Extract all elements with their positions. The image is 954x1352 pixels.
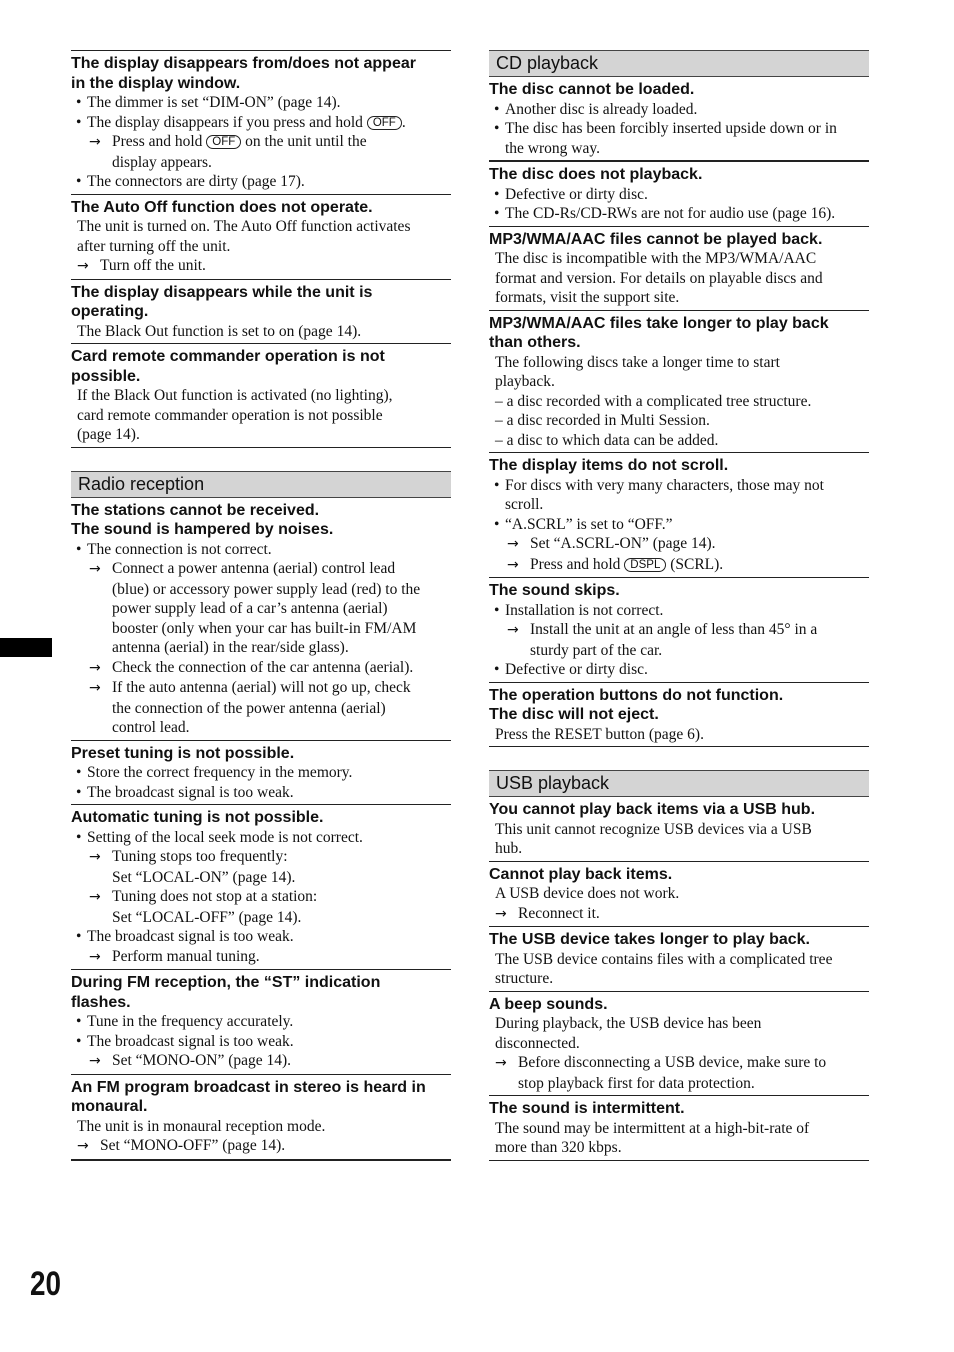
bullet-item: • The broadcast signal is too weak.	[71, 783, 451, 803]
bullet-item: • Another disc is already loaded.	[489, 100, 869, 120]
bullet-item: • The dimmer is set “DIM-ON” (page 14).	[71, 93, 451, 113]
question-heading: You cannot play back items via a USB hub.	[489, 801, 816, 818]
faq-usb-longer: The USB device takes longer to play back. The USB device contains files with a complicated tree structure.	[489, 926, 869, 991]
question-heading: Preset tuning is not possible.	[71, 744, 295, 762]
faq-mp3-cannot-play: MP3/WMA/AAC files cannot be played back. The disc is incompatible with the MP3/WMA/AAC format and version. For details on playable discs and formats, visit the support site.	[489, 226, 869, 310]
arrow-item: → Turn off the unit.	[71, 256, 451, 277]
faq-sound-skips: The sound skips. • Installation is not correct. → Install the unit at an angle of less than 45° in a sturdy part of the car. • Defective or dirty disc.	[489, 577, 869, 682]
bullet-item: • The display disappears if you press and hold OFF .	[71, 113, 451, 133]
question-heading: The Auto Off function does not operate.	[71, 198, 373, 216]
faq-usb-hub: You cannot play back items via a USB hub. This unit cannot recognize USB devices via a USB hub.	[489, 797, 869, 861]
bullet-item: • Defective or dirty disc.	[489, 660, 869, 680]
question-heading: The display disappears while the unit is operating.	[71, 283, 373, 320]
bullet-item: • The disc has been forcibly inserted upside down or in	[489, 119, 869, 139]
arrow-item: → Press and hold DSPL (SCRL).	[489, 555, 869, 576]
off-key-icon: OFF	[367, 116, 402, 130]
bullet-item: • For discs with very many characters, those may not	[489, 476, 869, 496]
faq-automatic-tuning: Automatic tuning is not possible. • Setting of the local seek mode is not correct. → Tuning stops too frequently: Set “LOCAL-ON” (page 14). → Tuning does not stop at a station: Set “LOCAL-OFF” (page 14). • The broadcast signal is too weak. → Perform manual tuning.	[71, 804, 451, 969]
question-heading: Automatic tuning is not possible.	[71, 809, 324, 826]
bullet-item: • The broadcast signal is too weak.	[71, 927, 451, 947]
section-title-cd: CD playback	[489, 50, 869, 77]
arrow-item: → Before disconnecting a USB device, make sure to	[489, 1053, 869, 1074]
faq-disc-no-playback	[489, 160, 869, 226]
question-heading: The disc does not playback.	[489, 166, 703, 183]
question-heading: MP3/WMA/AAC files take longer to play back than others.	[489, 314, 829, 351]
bullet-item: • Store the correct frequency in the memory.	[71, 763, 451, 783]
left-column	[71, 50, 451, 1161]
bullet-item: • The connection is not correct.	[71, 540, 451, 560]
right-column	[489, 50, 869, 1161]
question-heading: The disc cannot be loaded.	[489, 81, 695, 98]
bullet-item: • The connectors are dirty (page 17).	[71, 172, 451, 192]
section-title-usb: USB playback	[489, 770, 869, 797]
faq-display-disappears: The display disappears from/does not appear in the display window. • The dimmer is set “DIM-ON” (page 14). • The display disappears if you press and hold OFF . → Press and hold OFF on the unit until the display appears. • The connectors are dirty (page 17).	[71, 50, 451, 194]
faq-cannot-play-items: Cannot play back items. A USB device does not work. → Reconnect it.	[489, 861, 869, 927]
question-heading: The sound is intermittent.	[489, 1100, 685, 1117]
bullet-item: • Setting of the local seek mode is not correct.	[71, 828, 451, 848]
question-heading: An FM program broadcast in stereo is heard in monaural.	[71, 1078, 426, 1115]
question-heading: A beep sounds.	[489, 995, 608, 1013]
faq-auto-off: The Auto Off function does not operate. The unit is turned on. The Auto Off function activates after turning off the unit. → Turn off the unit.	[71, 194, 451, 279]
question-heading: The display items do not scroll.	[489, 457, 729, 474]
arrow-item: → Set “MONO-ON” (page 14).	[71, 1051, 451, 1072]
faq-disc-cannot-load: The disc cannot be loaded. • Another disc is already loaded. • The disc has been forcibly inserted upside down or in the wrong way.	[489, 77, 869, 160]
off-key-icon: OFF	[206, 135, 241, 149]
faq-no-scroll: The display items do not scroll. • For discs with very many characters, those may not scroll. • “A.SCRL” is set to “OFF.” → Set “A.SCRL-ON” (page 14). → Press and hold DSPL (SCRL).	[489, 452, 869, 577]
question-heading: MP3/WMA/AAC files cannot be played back.	[489, 230, 823, 248]
arrow-item: → Reconnect it.	[489, 904, 869, 925]
arrow-item: → Set “MONO-OFF” (page 14).	[71, 1136, 451, 1157]
faq-intermittent: The sound is intermittent. The sound may be intermittent at a high-bit-rate of more than 320 kbps.	[489, 1095, 869, 1160]
section-tab-marker	[0, 638, 52, 657]
faq-beep: A beep sounds. During playback, the USB device has been disconnected. → Before disconnecting a USB device, make sure to stop playback first for data protection.	[489, 991, 869, 1096]
question-heading: Card remote commander operation is not possible.	[71, 348, 385, 385]
faq-preset-tuning	[71, 740, 451, 805]
question-heading: The operation buttons do not function. The disc will not eject.	[489, 686, 784, 723]
question-heading: During FM reception, the “ST” indication flashes.	[71, 974, 381, 1011]
bullet-item: • Installation is not correct.	[489, 601, 869, 621]
page-number: 20	[30, 1265, 62, 1303]
faq-display-disappears-operating: The display disappears while the unit is operating. The Black Out function is set to on (page 14).	[71, 279, 451, 344]
section-title-radio: Radio reception	[71, 471, 451, 498]
arrow-item: → Tuning stops too frequently:	[71, 847, 451, 868]
question-heading: Cannot play back items.	[489, 865, 673, 883]
arrow-item: → Press and hold OFF on the unit until the	[71, 132, 451, 153]
faq-mp3-longer: MP3/WMA/AAC files take longer to play back than others. The following discs take a longer time to start playback. – a disc recorded with a complicated tree structure. – a disc recorded in Multi Session. – a disc to which data can be added.	[489, 310, 869, 453]
arrow-item: → Perform manual tuning.	[71, 947, 451, 968]
faq-card-remote: Card remote commander operation is not possible. If the Black Out function is activated (no lighting), card remote commander operation is not possible (page 14).	[71, 343, 451, 447]
dspl-key-icon: DSPL	[624, 558, 666, 572]
question-heading: The stations cannot be received. The sound is hampered by noises.	[71, 501, 334, 538]
bullet-item: • Tune in the frequency accurately.	[71, 1012, 451, 1032]
arrow-item: → Install the unit at an angle of less than 45° in a	[489, 620, 869, 641]
question-heading: The display disappears from/does not appear in the display window.	[71, 55, 416, 92]
question-heading: The USB device takes longer to play back.	[489, 931, 810, 948]
arrow-item: → Set “A.SCRL-ON” (page 14).	[489, 534, 869, 555]
arrow-item: → If the auto antenna (aerial) will not go up, check	[71, 678, 451, 699]
faq-buttons-not-function: The operation buttons do not function. The disc will not eject. Press the RESET button (page 6).	[489, 682, 869, 747]
bullet-item: • “A.SCRL” is set to “OFF.”	[489, 515, 869, 535]
bullet-item: • The CD-Rs/CD-RWs are not for audio use (page 16).	[489, 204, 869, 224]
arrow-item: → Connect a power antenna (aerial) control lead	[71, 559, 451, 580]
faq-monaural: An FM program broadcast in stereo is heard in monaural. The unit is in monaural reception mode. → Set “MONO-OFF” (page 14).	[71, 1074, 451, 1159]
question-heading: The sound skips.	[489, 582, 620, 599]
faq-stations: The stations cannot be received. The sound is hampered by noises. • The connection is not correct. → Connect a power antenna (aerial) control lead (blue) or accessory power supply lead (red) to the power supply lead of a car’s antenna (aerial) booster (only when your car has built-in FM/AM antenna (aerial) in the rear/side glass). → Check the connection of the car antenna (aerial). → If the auto antenna (aerial) will not go up, check the connection of the power antenna (aerial) control lead.	[71, 498, 451, 740]
arrow-item: → Tuning does not stop at a station:	[71, 887, 451, 908]
bullet-item: • The broadcast signal is too weak.	[71, 1032, 451, 1052]
arrow-item: → Check the connection of the car antenna (aerial).	[71, 658, 451, 679]
bullet-item: • Defective or dirty disc.	[489, 185, 869, 205]
faq-st-indication	[71, 969, 451, 1074]
